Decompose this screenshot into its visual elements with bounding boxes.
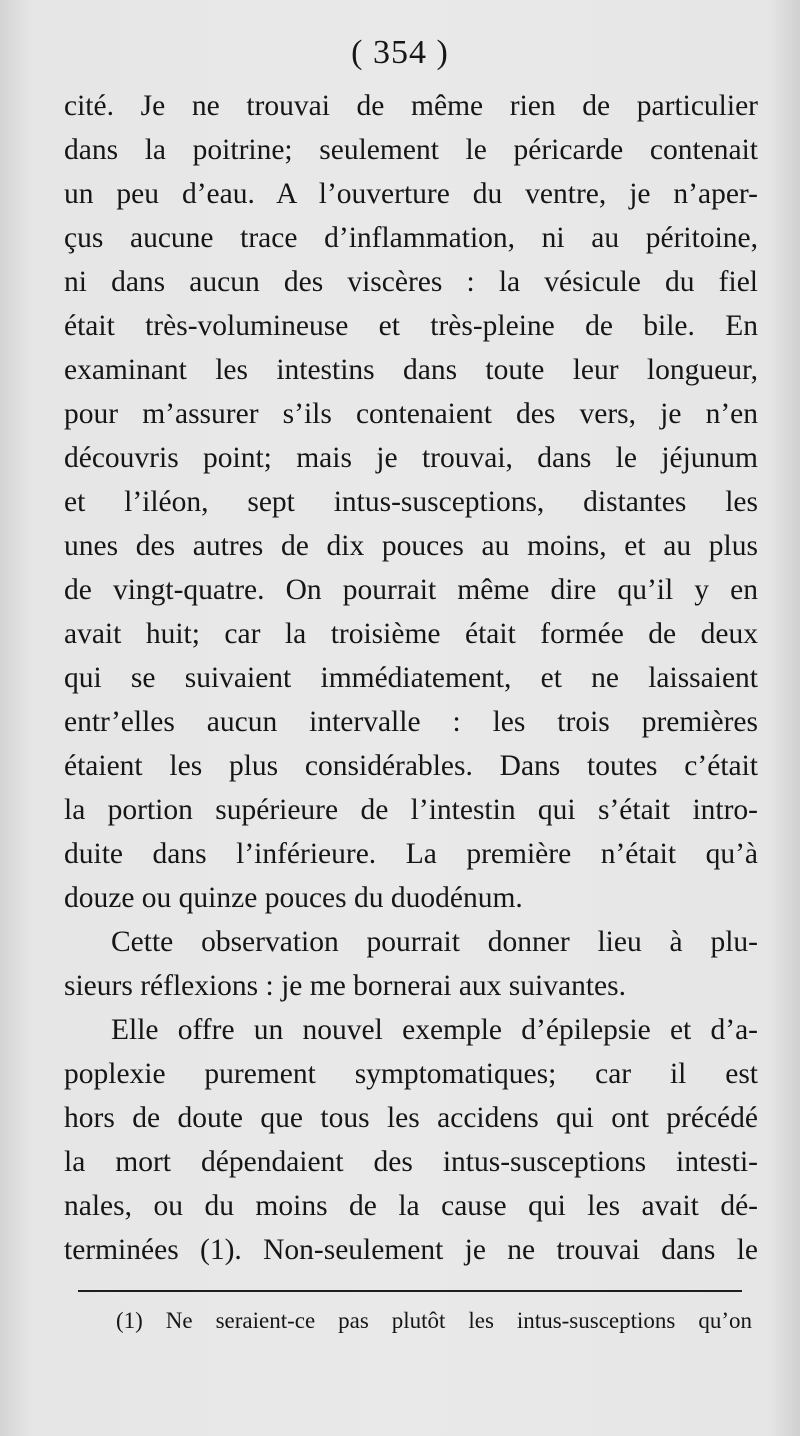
text-line: duite dans l’inférieure. La première n’était qu’à	[64, 838, 758, 870]
text-line: cité. Je ne trouvai de même rien de particulier	[64, 90, 758, 122]
text-line: unes des autres de dix pouces au moins, et au plus	[64, 530, 758, 562]
text-line: terminées (1). Non-seulement je ne trouvai dans le	[64, 1234, 758, 1266]
footnote-rule	[78, 1290, 742, 1292]
text-line: entr’elles aucun intervalle : les trois premières	[64, 706, 758, 738]
text-line: avait huit; car la troisième était formée de deux	[64, 618, 758, 650]
text-line: un peu d’eau. A l’ouverture du ventre, je n’aper-	[64, 178, 758, 210]
text-line: pour m’assurer s’ils contenaient des vers, je n’en	[64, 398, 758, 430]
text-line: de vingt-quatre. On pourrait même dire qu’il y en	[64, 574, 758, 606]
text-line: douze ou quinze pouces du duodénum.	[64, 882, 523, 914]
text-line: et l’iléon, sept intus-susceptions, distantes les	[64, 486, 758, 518]
text-line: hors de doute que tous les accidens qui ont précédé	[64, 1102, 758, 1134]
text-line: étaient les plus considérables. Dans toutes c’était	[64, 750, 758, 782]
text-line: çus aucune trace d’inflammation, ni au péritoine,	[64, 222, 758, 254]
text-line: découvris point; mais je trouvai, dans le jéjunum	[64, 442, 758, 474]
text-line: dans la poitrine; seulement le péricarde contenait	[64, 134, 758, 166]
text-line: était très-volumineuse et très-pleine de bile. En	[64, 310, 758, 342]
text-line: Cette observation pourrait donner lieu à plu-	[111, 926, 758, 958]
text-line: ni dans aucun des viscères : la vésicule du fiel	[64, 266, 758, 298]
page-number: ( 354 )	[351, 34, 449, 71]
text-line: la mort dépendaient des intus-susceptions intesti-	[64, 1146, 758, 1178]
text-line: poplexie purement symptomatiques; car il est	[64, 1058, 758, 1090]
footnote: (1) Ne seraient-ce pas plutôt les intus-susceptions qu’on	[116, 1308, 752, 1333]
body-text	[64, 84, 758, 1272]
text-line: nales, ou du moins de la cause qui les avait dé-	[64, 1190, 758, 1222]
text-line: examinant les intestins dans toute leur longueur,	[64, 354, 758, 386]
text-line: Elle offre un nouvel exemple d’épilepsie et d’a-	[111, 1014, 758, 1046]
text-line: la portion supérieure de l’intestin qui s’était intro-	[64, 794, 758, 826]
text-line: sieurs réflexions : je me bornerai aux suivantes.	[64, 970, 626, 1002]
text-line: qui se suivaient immédiatement, et ne laissaient	[64, 662, 758, 694]
